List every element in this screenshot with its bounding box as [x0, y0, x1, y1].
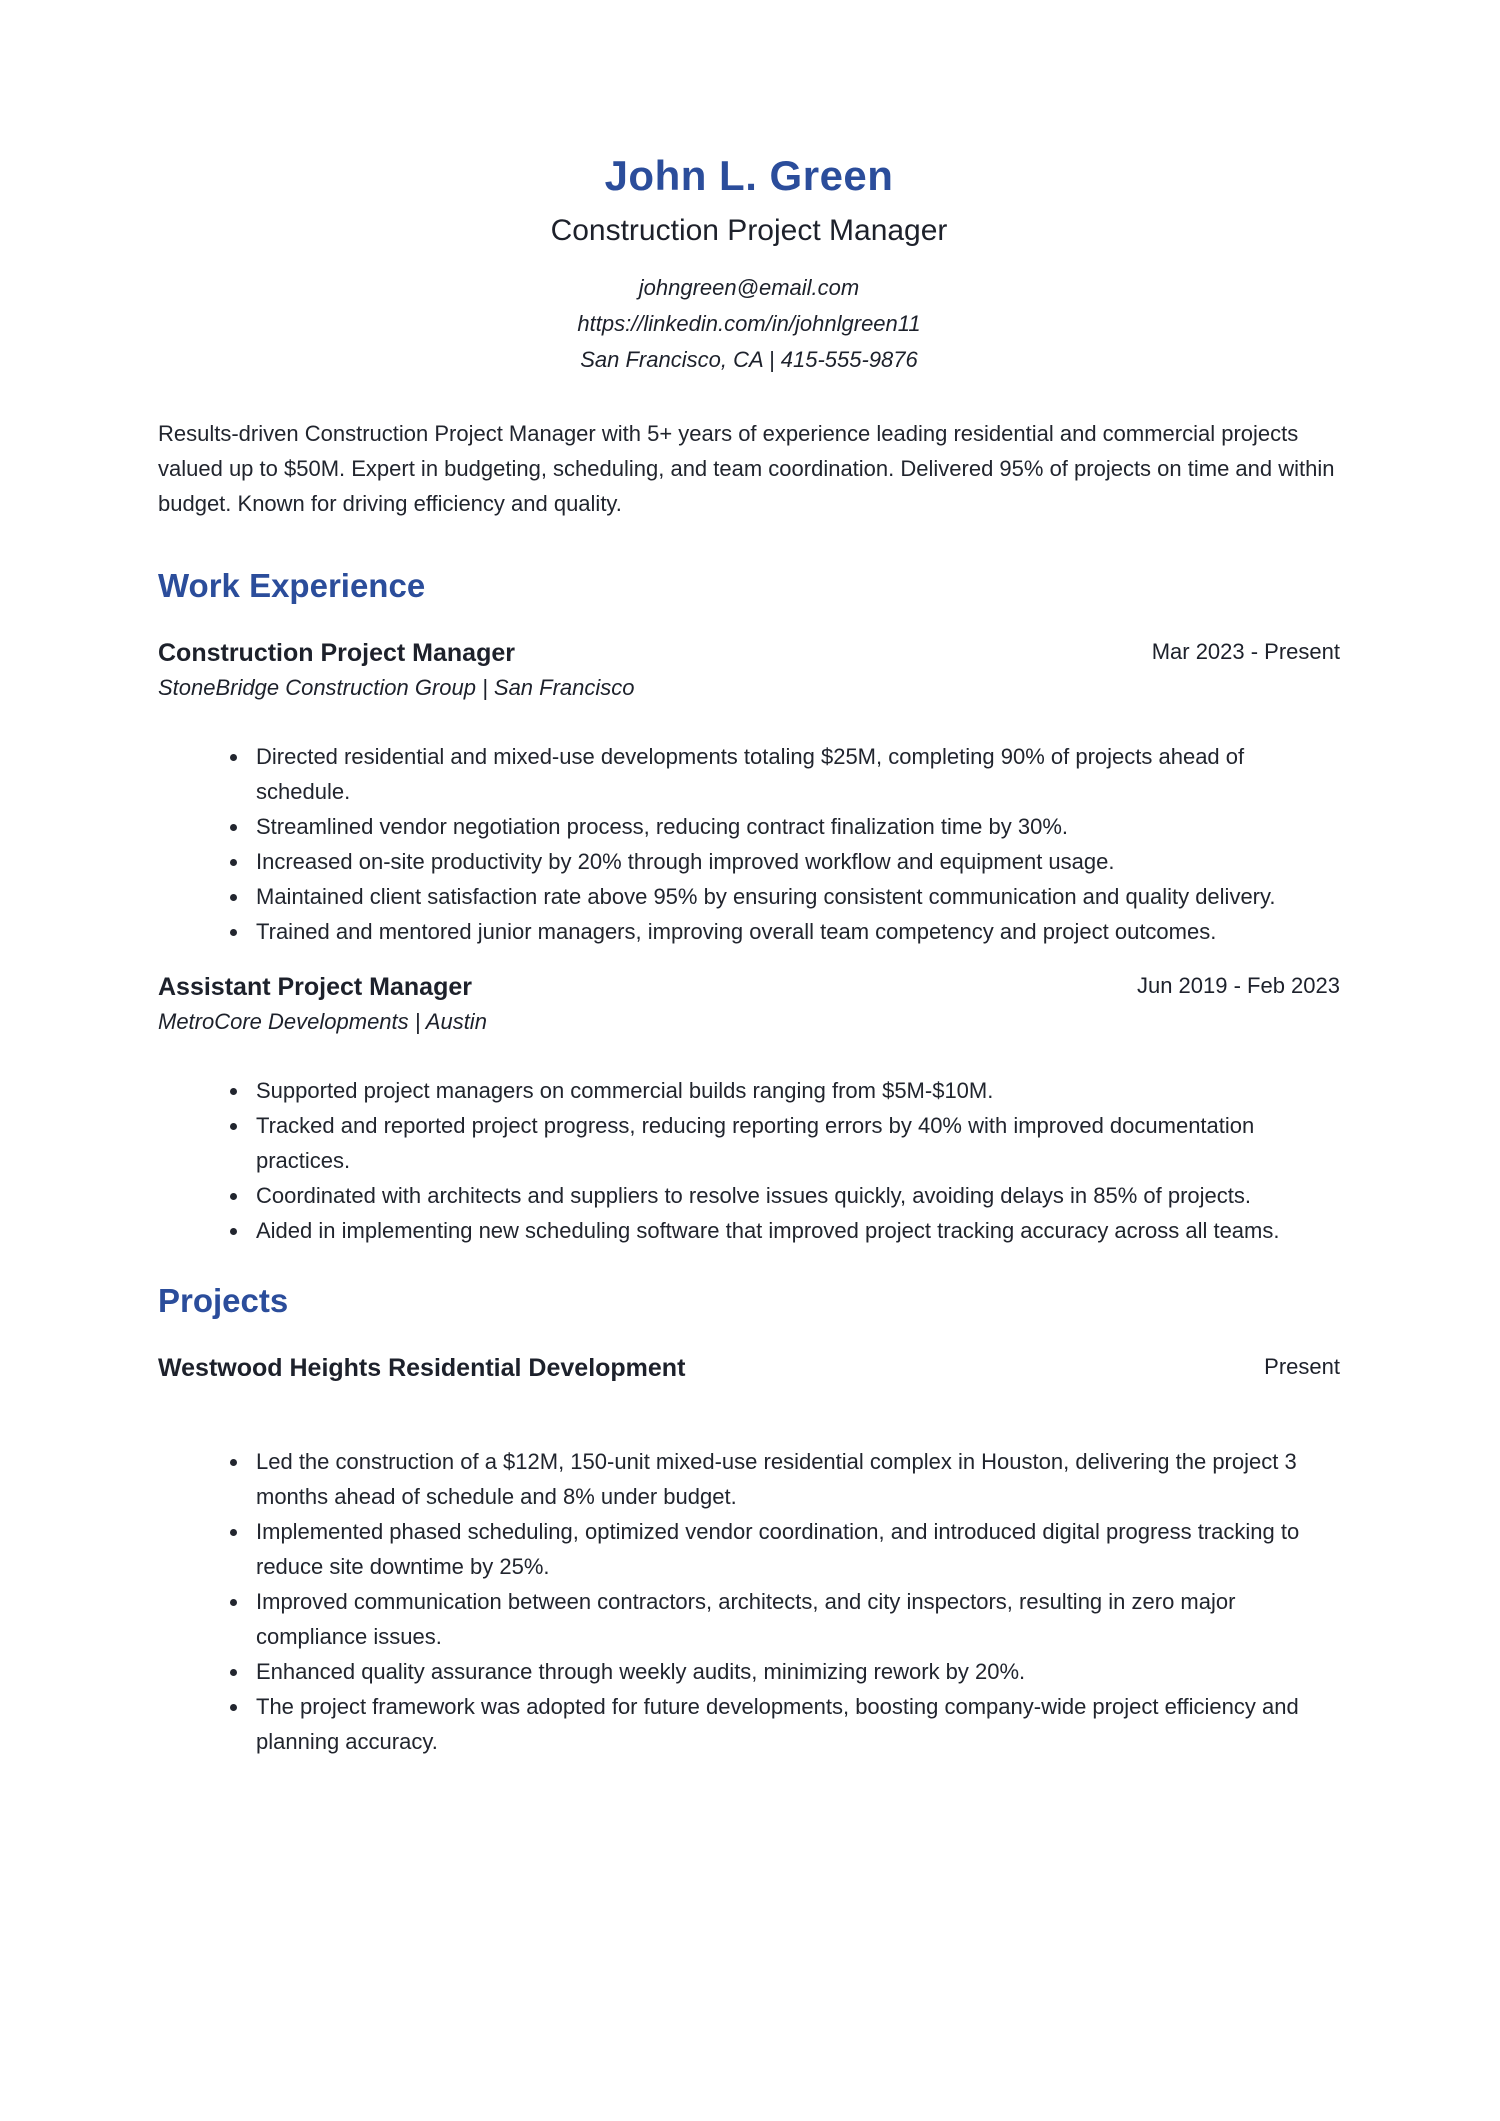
entry-title: Construction Project Manager: [158, 639, 515, 667]
entry-bullet-list: [158, 739, 1340, 949]
projects-heading: Projects: [158, 1282, 289, 1319]
candidate-job-title: Construction Project Manager: [550, 214, 948, 247]
project-entry-1: [158, 1352, 1340, 1759]
entry-company-location: StoneBridge Construction Group | San Francisco: [158, 675, 635, 700]
project-title: Westwood Heights Residential Development: [158, 1354, 686, 1382]
resume-header: [158, 150, 1340, 378]
bullet-item: • Implemented phased scheduling, optimized vendor coordination, and introduced digital progress tracking to reduce site downtime by 25%.: [250, 1514, 1340, 1584]
bullet-item: • Increased on-site productivity by 20% through improved workflow and equipment usage.: [250, 844, 1340, 879]
section-projects: [158, 1280, 1340, 1759]
contact-email: johngreen@email.com: [638, 275, 860, 300]
entry-date: Jun 2019 - Feb 2023: [1136, 973, 1340, 998]
bullet-item: • Coordinated with architects and suppliers to resolve issues quickly, avoiding delays in 85% of projects.: [250, 1178, 1340, 1213]
work-experience-heading: Work Experience: [158, 567, 426, 604]
entry-header: [158, 1352, 1340, 1384]
bullet-item: • Supported project managers on commercial builds ranging from $5M-$10M.: [250, 1073, 1340, 1108]
bullet-item: • Aided in implementing new scheduling software that improved project tracking accuracy across all teams.: [250, 1213, 1340, 1248]
entry-company-location: MetroCore Developments | Austin: [158, 1009, 487, 1034]
bullet-item: • Led the construction of a $12M, 150-unit mixed-use residential complex in Houston, delivering the project 3 months ahead of schedule and 8% under budget.: [250, 1444, 1340, 1514]
bullet-item: • Improved communication between contractors, architects, and city inspectors, resulting in zero major compliance issues.: [250, 1584, 1340, 1654]
bullet-item: • Streamlined vendor negotiation process, reducing contract finalization time by 30%.: [250, 809, 1340, 844]
bullet-item: • Tracked and reported project progress, reducing reporting errors by 40% with improved documentation practices.: [250, 1108, 1340, 1178]
entry-header: [158, 971, 1340, 1003]
project-date: Present: [1264, 1354, 1340, 1379]
contact-linkedin-url: https://linkedin.com/in/johnlgreen11: [577, 311, 921, 336]
contact-location-phone: San Francisco, CA | 415-555-9876: [580, 347, 918, 372]
entry-date: Mar 2023 - Present: [1151, 639, 1340, 664]
bullet-item: • The project framework was adopted for future developments, boosting company-wide project efficiency and planning accuracy.: [250, 1689, 1340, 1759]
candidate-name: John L. Green: [604, 152, 894, 199]
bullet-item: • Directed residential and mixed-use developments totaling $25M, completing 90% of projects ahead of schedule.: [250, 739, 1340, 809]
section-work-experience: [158, 565, 1340, 1248]
bullet-item: • Maintained client satisfaction rate above 95% by ensuring consistent communication and quality delivery.: [250, 879, 1340, 914]
entry-header: [158, 637, 1340, 669]
contact-info: [158, 270, 1340, 378]
experience-entry-1: [158, 637, 1340, 949]
bullet-item: • Trained and mentored junior managers, improving overall team competency and project outcomes.: [250, 914, 1340, 949]
entry-bullet-list: [158, 1073, 1340, 1248]
experience-entry-2: [158, 971, 1340, 1248]
bullet-item: • Enhanced quality assurance through weekly audits, minimizing rework by 20%.: [250, 1654, 1340, 1689]
project-bullet-list: [158, 1444, 1340, 1759]
professional-summary: Results-driven Construction Project Manager with 5+ years of experience leading residential and commercial projects valued up to $50M. Expert in budgeting, scheduling, and team coordination. Delivered 95% of projects on time and within budget. Known for driving efficiency and quality.: [158, 421, 1335, 516]
entry-title: Assistant Project Manager: [158, 973, 472, 1001]
